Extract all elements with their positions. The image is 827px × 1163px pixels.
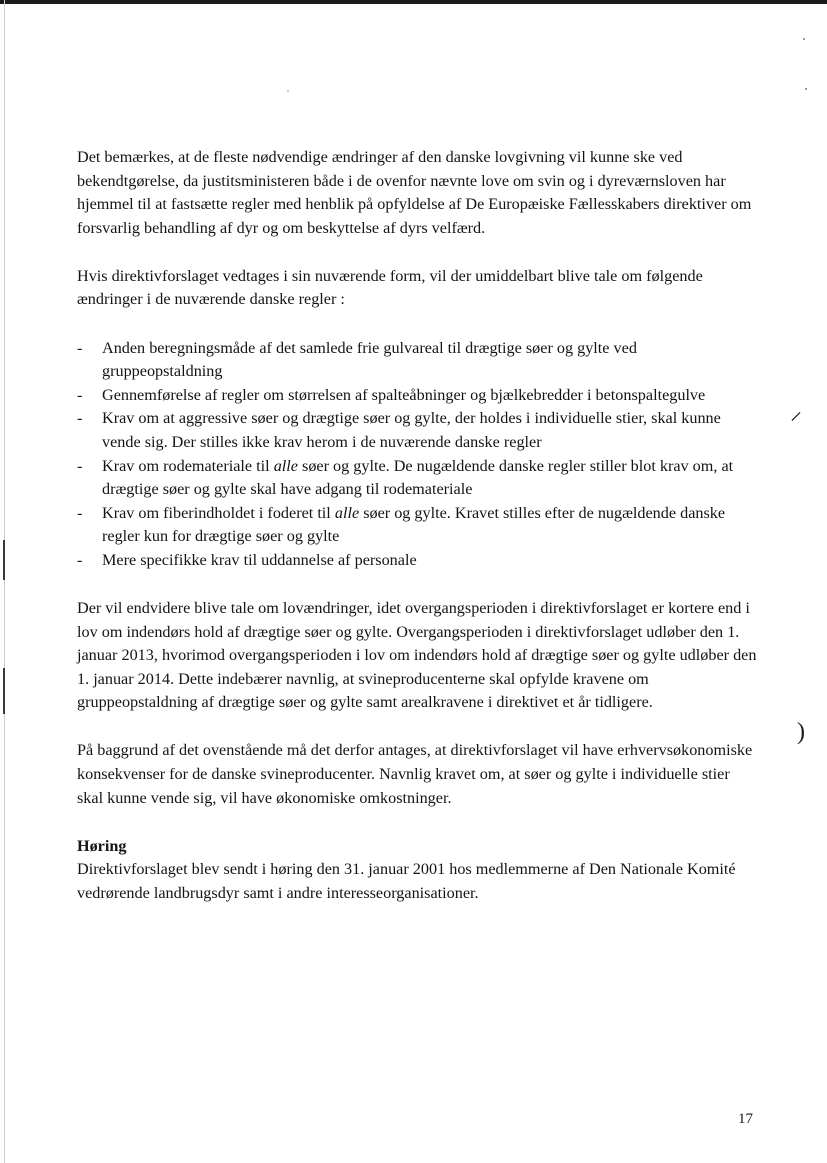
scan-speck [805,88,807,90]
left-binding-mark [3,668,5,714]
list-dash: - [77,385,83,404]
paragraph-transition-period: Der vil endvidere blive tale om lovændringer, idet overgangsperioden i direktivforslaget er kortere end i lov om indendørs hold af drægtige søer og gylte. Overgangsperioden i direktivforslaget udløber den 1. januar 2013, hvorimod overgangsperioden i lov om indendørs hold af drægtige søer og gylte udløber den 1. januar 2014. Dette indebærer navnlig, at svineproducenterne skal opfylde kravene om gruppeopstaldning af drægtige søer og gylte samt arealkravene i direktivet et år tidligere. [77,599,757,712]
section-heading-hoering: Høring [77,836,127,855]
list-item-text: Gennemførelse af regler om størrelsen af spalteåbninger og bjælkebredder i betonspaltegulve [102,385,706,404]
list-dash: - [77,409,83,428]
list-item [77,384,757,408]
list-dash: - [77,550,83,569]
punch-hole-mark: ⸝ [790,399,802,425]
list-item [77,455,757,502]
list-item [77,549,757,573]
top-border-rule [0,0,827,4]
list-item-emphasis: alle [273,456,298,475]
paragraph-directive-changes: Hvis direktivforslaget vedtages i sin nuværende form, vil der umiddelbart blive tale om følgende ændringer i de nuværende danske regler : [77,266,703,309]
list-dash: - [77,503,83,522]
list-item-text: Krav om rodemateriale til [102,456,274,475]
list-item-text: søer og gylte. De nugældende danske regler stiller blot krav om, at drægtige søer og gylte skal have adgang til rodemateriale [102,456,734,499]
list-item-text: Anden beregningsmåde af det samlede frie gulvareal til drægtige søer og gylte ved gruppeopstaldning [102,338,637,381]
paragraph-hoering: Direktivforslaget blev sendt i høring den 31. januar 2001 hos medlemmerne af Den Nationale Komité vedrørende landbrugsdyr samt i andre interesseorganisationer. [77,860,736,902]
list-item-text: Mere specifikke krav til uddannelse af personale [102,550,417,569]
paragraph-legislation: Det bemærkes, at de fleste nødvendige ændringer af den danske lovgivning vil kunne ske ved bekendtgørelse, da justitsministeren både i de ovenfor nævnte love om svin og i dyreværnsloven har hjemmel til at fastsætte regler med henblik på opfyldelse af De Europæiske Fællesskabers direktiver om forsvarlig behandling af dyr og om beskyttelse af dyrs velfærd. [77,148,752,237]
list-item [77,502,757,549]
page-number: 17 [738,1111,753,1127]
list-item-emphasis: alle [334,503,360,522]
paragraph-economic-consequences: På baggrund af det ovenstående må det derfor antages, at direktivforslaget vil have erhvervsøkonomiske konsekvenser for de danske svineproducenter. Navnlig kravet om, at søer og gylte i individuelle stier skal kunne vende sig, vil have økonomiske omkostninger. [77,741,753,807]
list-item-text: søer og gylte. Kravet stilles efter de nugældende danske regler kun for drægtige søer og gylte [102,503,726,546]
scan-speck [287,90,289,92]
left-page-edge [4,0,5,1163]
left-binding-mark [3,540,5,580]
changes-list [77,337,757,573]
document-body [77,146,757,906]
list-item-text: Krav om at aggressive søer og drægtige søer og gylte, der holdes i individuelle stier, skal kunne vende sig. Der stilles ikke krav herom i de nuværende danske regler [102,409,721,451]
punch-hole-mark: ) [797,719,805,745]
list-item-text: Krav om fiberindholdet i foderet til [102,503,335,522]
scan-speck [803,38,805,40]
list-dash: - [77,338,83,357]
list-item [77,337,757,384]
list-item [77,407,757,454]
list-dash: - [77,456,83,475]
